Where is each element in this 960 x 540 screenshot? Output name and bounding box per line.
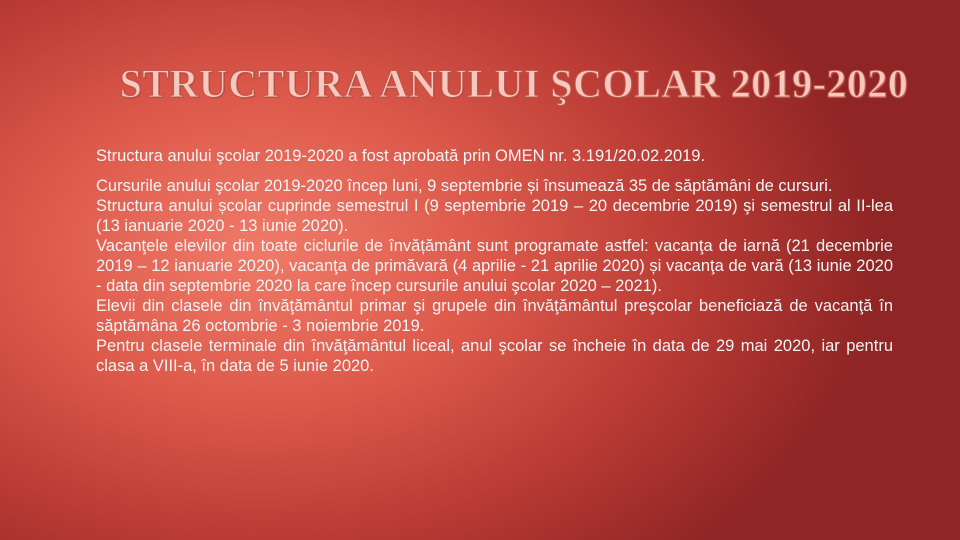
intro-rest: a fost aprobată prin OMEN nr. 3.191/20.02.2019.	[343, 147, 706, 165]
paragraph-semesters: Structura anului școlar cuprinde semestrul I (9 septembrie 2019 – 20 decembrie 2019) şi semestrul al II-lea (13 ianuarie 2020 - 13 iunie 2020).	[96, 197, 893, 235]
paragraph-holidays: Vacanţele elevilor din toate ciclurile de învățământ sunt programate astfel: vacanţa de iarnă (21 decembrie 2019 – 12 ianuarie 2020), vacanţa de primăvară (4 aprilie - 21 aprilie 2020) și vacanţa de vară (13 iunie 2020 - data din septembrie 2020 la care încep cursurile anului şcolar 2020 – 2021).	[96, 237, 893, 295]
slide-body	[96, 146, 893, 376]
paragraph-courses: Cursurile anului şcolar 2019-2020 încep luni, 9 septembrie și însumează 35 de săptămâni de cursuri.	[96, 177, 833, 195]
paragraph-final-classes: Pentru clasele terminale din învăţământul liceal, anul şcolar se încheie în data de 29 mai 2020, iar pentru clasa a VIII-a, în data de 5 iunie 2020.	[96, 337, 893, 375]
intro-paragraph	[96, 146, 893, 166]
intro-lead: Structura anului şcolar 2019-2020	[96, 147, 344, 165]
slide-title: STRUCTURA ANULUI ŞCOLAR 2019-2020	[119, 61, 909, 106]
paragraph-primary-holiday: Elevii din clasele din învăţământul primar şi grupele din învăţământul preşcolar beneficiază de vacanţă în săptămâna 26 octombrie - 3 noiembrie 2019.	[96, 297, 893, 335]
